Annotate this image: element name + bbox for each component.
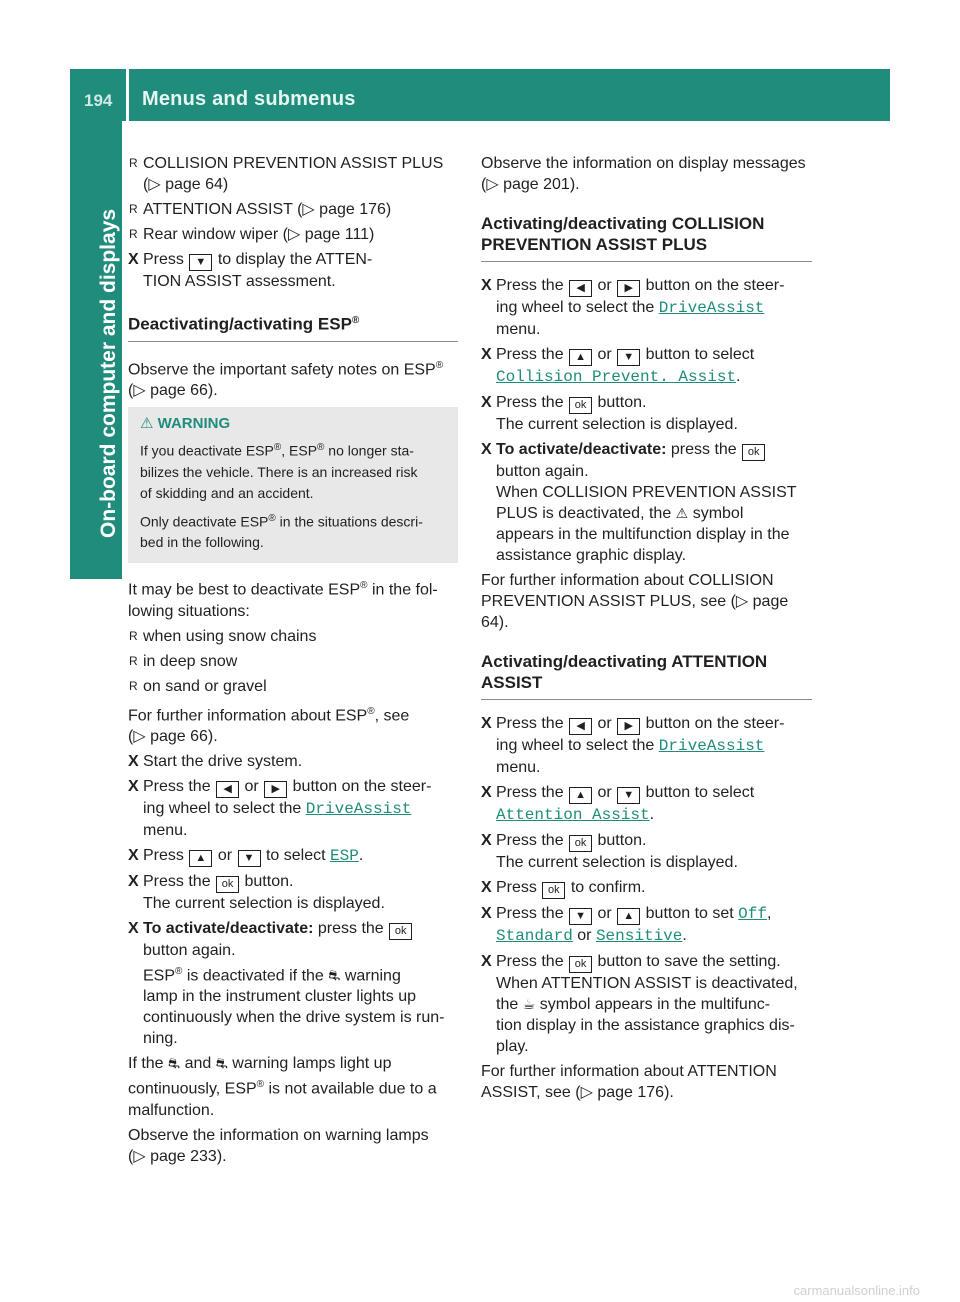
list-item: R when using snow chains — [129, 627, 317, 645]
instruction-step: X Press the ▲ or ▼ button to select Collision Prevent. Assist. — [481, 346, 755, 386]
esp-off-warning-icon: ⛐ — [215, 1055, 228, 1072]
divider — [128, 341, 458, 342]
instruction-step: X Press the ◀ or ▶ button on the steer- ing wheel to select the DriveAssist menu. — [481, 277, 785, 338]
right-key-icon: ▶ — [617, 718, 640, 735]
left-key-icon: ◀ — [569, 280, 592, 297]
up-key-icon: ▲ — [569, 349, 592, 366]
right-column — [481, 153, 812, 1107]
instruction-step: X To activate/deactivate: press the ok button again. When COLLISION PREVENTION ASSIST PLUS is deactivated, the ⚠ symbol appears in the multifunction display in the assistance graphic display. — [481, 441, 797, 564]
instruction-step: X Press the ok button. The current selection is displayed. — [128, 872, 385, 912]
heading-esp: Deactivating/activating ESP® — [128, 314, 360, 334]
down-key-icon: ▼ — [238, 850, 261, 867]
warning-icon: ⚠ — [140, 414, 154, 432]
page-header — [70, 69, 890, 121]
ok-key-icon: ok — [542, 882, 565, 899]
ok-key-icon: ok — [216, 876, 239, 893]
watermark: carmanualsonline.info — [793, 1283, 920, 1298]
ok-key-icon: ok — [569, 835, 592, 852]
instruction-step: X Press the ok button. The current selection is displayed. — [481, 832, 738, 871]
header-divider — [126, 69, 129, 121]
skid-warning-icon: ⛐ — [168, 1055, 181, 1072]
down-key-icon: ▼ — [617, 349, 640, 366]
section-title: On-board computer and displays — [97, 208, 120, 538]
paragraph: It may be best to deactivate ESP® in the fol- lowing situations: — [128, 580, 438, 620]
instruction-step: X Start the drive system. — [128, 752, 303, 770]
page-number: 194 — [84, 91, 113, 110]
paragraph: Observe the important safety notes on ESP® (▷ page 66). — [128, 359, 444, 399]
right-key-icon: ▶ — [264, 781, 287, 798]
instruction-step: X Press ok to confirm. — [481, 877, 812, 899]
warning-box: ⚠ WARNING If you deactivate ESP®, ESP® no longer sta- bilizes the vehicle. There is an increased risk of skidding and an accident. Only deactivate ESP® in the situations descri- bed in the following. — [128, 407, 458, 563]
instruction-step: X To activate/deactivate: press the ok button again. ESP® is deactivated if the ⛐ warning lamp in the instrument cluster lights up continuously when the drive system is run- ning. — [128, 919, 445, 1048]
list-item: R Rear window wiper (▷ page 111) — [129, 226, 375, 243]
heading-attention-assist: Activating/deactivating ATTENTION ASSIST — [481, 652, 768, 692]
down-key-icon: ▼ — [189, 254, 212, 271]
ok-key-icon: ok — [389, 923, 412, 940]
list-item: R COLLISION PREVENTION ASSIST PLUS (▷ page 64) — [129, 155, 444, 193]
paragraph: Observe the information on display messages (▷ page 201). — [481, 155, 806, 193]
instruction-step: X Press the ▲ or ▼ button to select Attention Assist. — [481, 784, 755, 824]
left-key-icon: ◀ — [569, 718, 592, 735]
page-title: Menus and submenus — [142, 88, 356, 110]
left-key-icon: ◀ — [216, 781, 239, 798]
down-key-icon: ▼ — [617, 787, 640, 804]
paragraph: For further information about ESP®, see (▷ page 66). — [128, 705, 410, 745]
attention-assist-off-icon: ☕ — [522, 996, 536, 1012]
instruction-step: X Press the ▼ or ▲ button to set Off, Standard or Sensitive. — [481, 905, 772, 945]
paragraph: If the ⛐ and ⛐ warning lamps light up continuously, ESP® is not available due to a malfunction. — [128, 1055, 437, 1119]
collision-prevention-off-icon: ⚠ — [675, 505, 689, 521]
divider — [481, 261, 812, 262]
instruction-step: X Press the ok button. The current selection is displayed. — [481, 394, 738, 433]
up-key-icon: ▲ — [617, 908, 640, 925]
warning-title: ⚠ WARNING — [140, 414, 231, 432]
right-key-icon: ▶ — [617, 280, 640, 297]
up-key-icon: ▲ — [569, 787, 592, 804]
instruction-step: X Press the ok button to save the setting. When ATTENTION ASSIST is deactivated, the ☕ symbol appears in the multifunc- tion display in the assistance graphics dis- play. — [481, 953, 798, 1055]
ok-key-icon: ok — [569, 397, 592, 414]
left-column — [128, 153, 458, 1171]
list-item: R ATTENTION ASSIST (▷ page 176) — [129, 201, 392, 218]
paragraph: Observe the information on warning lamps (▷ page 233). — [128, 1126, 429, 1165]
esp-off-warning-icon: ⛐ — [328, 967, 341, 984]
instruction-step: X Press the ◀ or ▶ button on the steer- ing wheel to select the DriveAssist menu. — [128, 777, 432, 839]
paragraph: For further information about ATTENTION ASSIST, see (▷ page 176). — [481, 1063, 777, 1101]
heading-collision-prevention: Activating/deactivating COLLISION PREVENTION ASSIST PLUS — [481, 214, 765, 254]
instruction-step: X Press ▼ to display the ATTEN- TION ASSIST assessment. — [128, 251, 373, 290]
ok-key-icon: ok — [742, 444, 765, 461]
instruction-step: X Press the ◀ or ▶ button on the steer- ing wheel to select the DriveAssist menu. — [481, 715, 785, 776]
down-key-icon: ▼ — [569, 908, 592, 925]
divider — [481, 699, 812, 700]
section-tab — [70, 121, 122, 579]
ok-key-icon: ok — [569, 956, 592, 973]
list-item: R on sand or gravel — [129, 677, 267, 695]
instruction-step: X Press ▲ or ▼ to select ESP. — [128, 846, 364, 865]
up-key-icon: ▲ — [189, 850, 212, 867]
paragraph: For further information about COLLISION PREVENTION ASSIST PLUS, see (▷ page 64). — [481, 572, 789, 631]
list-item: R in deep snow — [129, 652, 238, 670]
